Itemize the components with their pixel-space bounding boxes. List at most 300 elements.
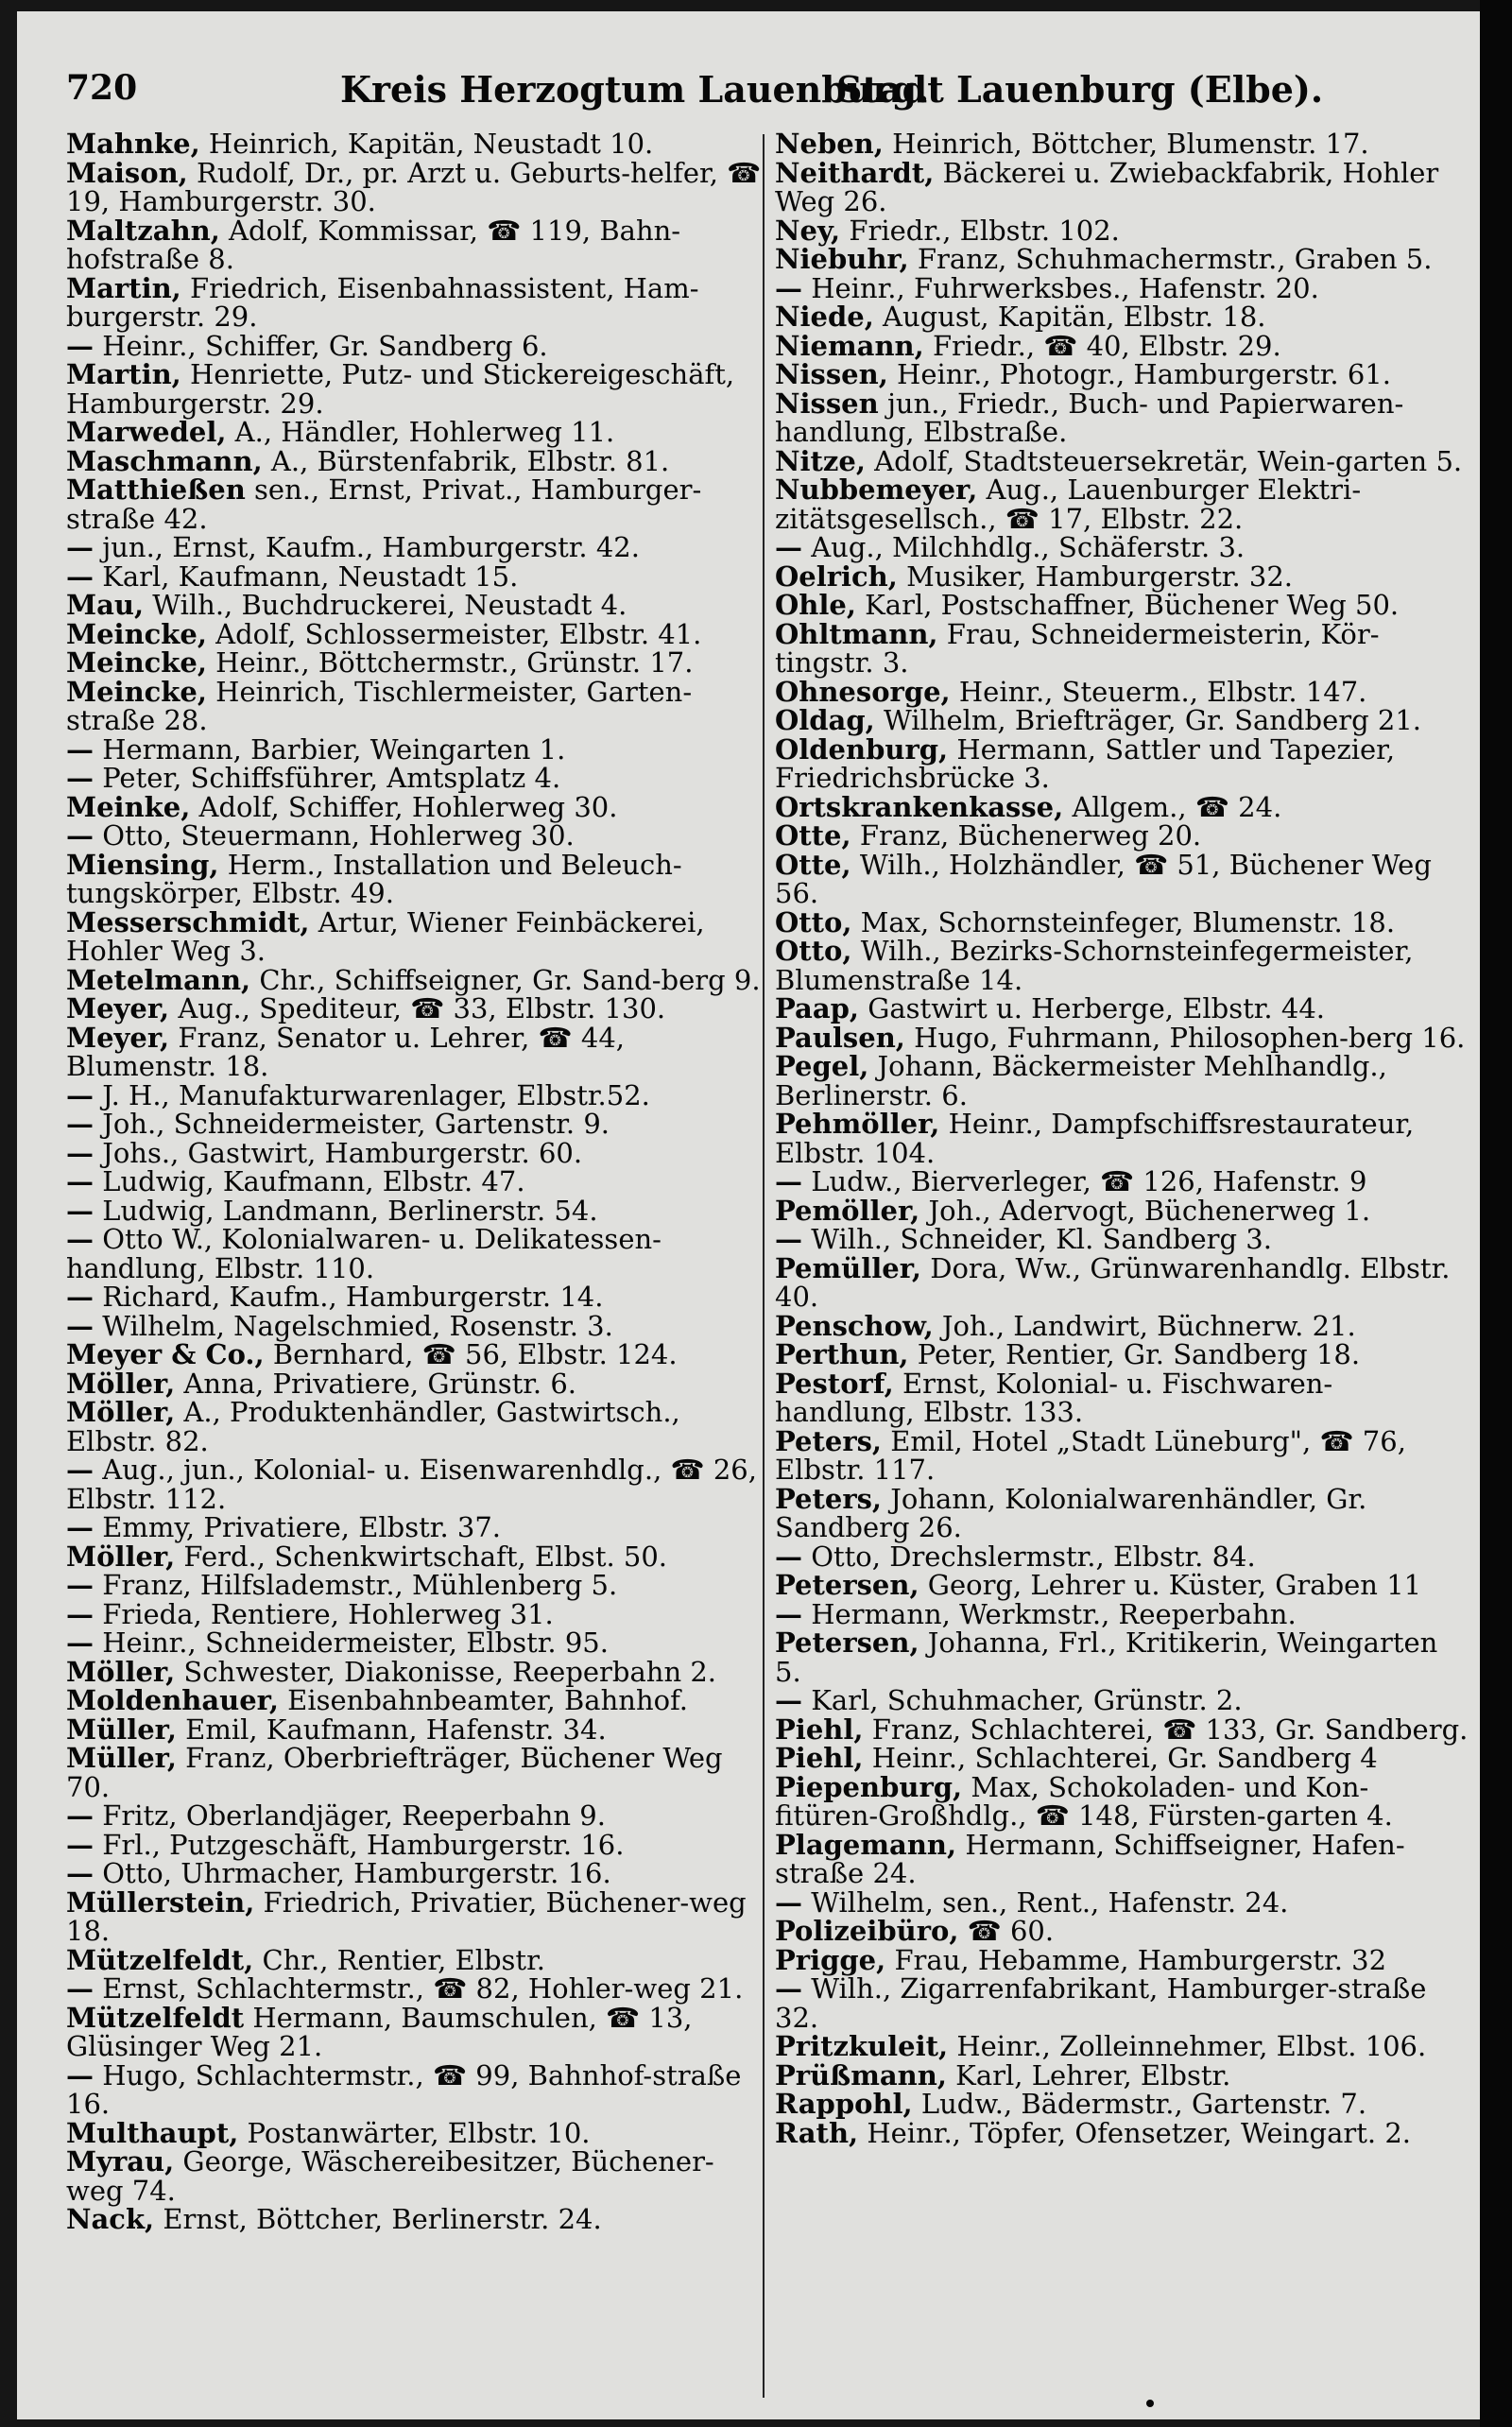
entry-details: Ludwig, Landmann, Berlinerstr. 54. (102, 1194, 598, 1227)
directory-entry (775, 1686, 1469, 1715)
entry-name: Matthießen (66, 473, 246, 506)
entry-name: — (775, 1540, 802, 1573)
entry-details: Ludwig, Kaufmann, Elbstr. 47. (102, 1165, 525, 1197)
entry-name: Myrau, (66, 2145, 175, 2177)
directory-entry (775, 2090, 1469, 2119)
entry-name: Niede, (775, 301, 874, 333)
entry-name: Plagemann, (775, 1828, 957, 1861)
entry-name: Ney, (775, 214, 841, 247)
entry-name: — (66, 2058, 94, 2091)
entry-name: — (66, 1309, 94, 1342)
entry-details: Franz, Büchenerweg 20. (859, 819, 1202, 852)
entry-name: Mützelfeldt, (66, 1943, 254, 1976)
directory-entry (66, 129, 770, 159)
directory-entry (775, 675, 1469, 708)
directory-entry (66, 821, 770, 851)
entry-name: Rappohl, (775, 2088, 913, 2120)
directory-entry (66, 475, 770, 533)
entry-details: Friedrich, Privatier, Büchener-weg 18. (66, 1885, 747, 1947)
entry-details: Chr., Rentier, Elbstr. (262, 1943, 545, 1976)
entry-details: Otto, Uhrmacher, Hamburgerstr. 16. (102, 1857, 611, 1889)
directory-entry (775, 1309, 1469, 1342)
entry-name: Neben, (775, 129, 884, 160)
directory-entry (775, 271, 1469, 304)
entry-name: Piehl, (775, 1742, 864, 1774)
entry-name: Mützelfeldt (66, 2001, 245, 2034)
directory-entry (775, 1828, 1469, 1889)
entry-details: Friedrich, Eisenbahnassistent, Ham-burgerstr. 29. (66, 271, 699, 333)
entry-name: Meyer & Co., (66, 1338, 265, 1370)
entry-details: Wilhelm, sen., Rent., Hafenstr. 24. (811, 1885, 1289, 1919)
entry-name: Nack, (66, 2203, 155, 2235)
directory-entry (775, 790, 1469, 823)
directory-entry (775, 1369, 1469, 1427)
entry-name: Prigge, (775, 1943, 886, 1976)
entry-details: Heinrich, Tischlermeister, Garten-straße 28. (66, 675, 693, 736)
page-header (66, 57, 1465, 123)
entry-name: — (775, 271, 802, 304)
entry-name: Oelrich, (775, 559, 898, 593)
entry-details: Fritz, Oberlandjäger, Reeperbahn 9. (102, 1799, 606, 1832)
directory-entry (775, 533, 1469, 562)
entry-name: Pegel, (775, 1050, 869, 1082)
entry-name: — (66, 1627, 94, 1659)
page-number: 720 (66, 68, 138, 108)
directory-entry (66, 1744, 770, 1801)
entry-name: Mau, (66, 589, 145, 621)
directory-entry (775, 937, 1469, 994)
directory-entry (66, 1398, 770, 1455)
entry-name: Müller, (66, 1742, 177, 1774)
directory-entry (66, 1225, 770, 1282)
entry-name: Möller, (66, 1396, 176, 1428)
entry-details: Ludw., Bierverleger, ☎ 126, Hafenstr. 9 (811, 1165, 1367, 1197)
entry-details: Georg, Lehrer u. Küster, Graben 11 (927, 1569, 1422, 1601)
directory-entry (66, 1885, 770, 1947)
entry-name: Marwedel, (66, 416, 227, 448)
entry-details: Franz, Hilfslademstr., Mühlenberg 5. (102, 1569, 618, 1601)
entry-details: A., Bürstenfabrik, Elbstr. 81. (270, 444, 670, 477)
directory-entry (66, 156, 770, 217)
entry-details: Johanna, Frl., Kritikerin, Weingarten 5. (775, 1627, 1438, 1688)
entry-details: Johann, Bäckermeister Mehlhandlg., Berlinerstr. 6. (775, 1050, 1387, 1111)
entry-details: Hermann, Sattler und Tapezier, Friedrichsbrücke 3. (775, 732, 1396, 794)
entry-details: Richard, Kaufm., Hamburgerstr. 14. (102, 1281, 604, 1313)
directory-entry (66, 790, 770, 823)
entry-details: Heinr., Photogr., Hamburgerstr. 61. (897, 358, 1391, 390)
entry-details: Ernst, Böttcher, Berlinerstr. 24. (163, 2203, 602, 2235)
directory-entry (66, 1455, 770, 1513)
directory-entry (66, 271, 770, 333)
entry-name: Ortskrankenkasse, (775, 790, 1064, 823)
entry-name: — (66, 1108, 94, 1140)
entry-details: Johann, Kolonialwarenhändler, Gr. Sandberg 26. (775, 1482, 1367, 1543)
entry-name: Perthun, (775, 1338, 909, 1370)
entry-name: Meyer, (66, 992, 170, 1024)
directory-entry (66, 444, 770, 477)
entry-name: Piepenburg, (775, 1770, 963, 1803)
entry-details: Wilh., Holzhändler, ☎ 51, Büchener Weg 56. (775, 848, 1432, 909)
directory-entry (66, 994, 770, 1024)
entry-details: A., Produktenhändler, Gastwirtsch., Elbstr. 82. (66, 1396, 680, 1457)
directory-entry (775, 329, 1469, 362)
entry-details: jun., Friedr., Buch- und Papierwaren-handlung, Elbstraße. (775, 387, 1404, 448)
entry-details: Heinr., Zolleinnehmer, Elbst. 106. (956, 2030, 1427, 2062)
entry-details: Emil, Hotel „Stadt Lüneburg", ☎ 76, Elbstr. 117. (775, 1424, 1406, 1486)
directory-entry (66, 617, 770, 650)
directory-entry (66, 1801, 770, 1831)
directory-entry (66, 1828, 770, 1861)
directory-entry (775, 156, 1469, 217)
entry-name: Mahnke, (66, 129, 200, 160)
entry-name: — (66, 1136, 94, 1169)
entry-details: sen., Ernst, Privat., Hamburger-straße 42. (66, 473, 702, 535)
entry-name: Meyer, (66, 1021, 170, 1054)
entry-details: ☎ 60. (967, 1915, 1055, 1947)
entry-name: Polizeibüro, (775, 1915, 959, 1947)
entry-details: Franz, Senator u. Lehrer, ☎ 44, Blumenstr. 18. (66, 1021, 626, 1082)
directory-entry (66, 1110, 770, 1139)
entry-name: Martin, (66, 358, 181, 390)
entry-details: Bäckerei u. Zwiebackfabrik, Hohler Weg 26. (775, 156, 1439, 217)
entry-name: Pemüller, (775, 1251, 921, 1284)
directory-entry (775, 1052, 1469, 1110)
entry-details: Aug., jun., Kolonial- u. Eisenwarenhdlg., ☎ 26, Elbstr. 112. (66, 1454, 757, 1515)
directory-entry (66, 2116, 770, 2149)
directory-entry (66, 1340, 770, 1369)
directory-entry (66, 1309, 770, 1342)
entry-name: Rath, (775, 2116, 859, 2149)
entry-details: Friedr., Elbstr. 102. (849, 214, 1120, 247)
entry-details: August, Kapitän, Elbstr. 18. (883, 301, 1266, 333)
directory-entry (775, 1424, 1469, 1486)
entry-name: Otto, (775, 935, 852, 967)
entry-name: Nitze, (775, 444, 866, 477)
entry-name: — (66, 819, 94, 852)
entry-details: Heinr., Schiffer, Gr. Sandberg 6. (102, 329, 548, 362)
directory-entry (66, 1943, 770, 1976)
directory-entry (775, 1196, 1469, 1226)
entry-details: Emil, Kaufmann, Hafenstr. 34. (185, 1713, 607, 1746)
directory-entry (775, 389, 1469, 447)
entry-details: Ernst, Schlachtermstr., ☎ 82, Hohler-weg 21. (102, 1972, 744, 2005)
directory-entry (775, 1917, 1469, 1946)
entry-details: Otto, Steuermann, Hohlerweg 30. (102, 819, 575, 852)
directory-entry (66, 1686, 770, 1715)
entry-name: Martin, (66, 271, 181, 304)
entry-name: Meincke, (66, 646, 207, 679)
entry-details: Adolf, Schiffer, Hohlerweg 30. (198, 790, 618, 823)
directory-entry (775, 245, 1469, 274)
directory-entry (775, 591, 1469, 620)
entry-details: Heinr., Böttchermstr., Grünstr. 17. (215, 646, 694, 679)
entry-name: Paulsen, (775, 1021, 905, 1054)
directory-entry (66, 1628, 770, 1658)
entry-details: Ludw., Bädermstr., Gartenstr. 7. (920, 2088, 1367, 2120)
entry-name: Piehl, (775, 1713, 864, 1746)
directory-entry (775, 1597, 1469, 1630)
entry-details: Heinr., Schlachterei, Gr. Sandberg 4 (871, 1742, 1378, 1774)
directory-entry (66, 732, 770, 766)
entry-details: Otto W., Kolonialwaren- u. Delikatessen-handlung, Elbstr. 110. (66, 1223, 662, 1284)
entry-details: Karl, Schuhmacher, Grünstr. 2. (811, 1684, 1243, 1716)
entry-details: Ernst, Kolonial- u. Fischwaren-handlung, Elbstr. 133. (775, 1367, 1333, 1428)
directory-entry (775, 1885, 1469, 1919)
entry-name: Nissen (775, 387, 879, 420)
directory-entry (66, 216, 770, 274)
entry-details: Hugo, Schlachtermstr., ☎ 99, Bahnhof-straße 16. (66, 2058, 742, 2120)
directory-entry (66, 648, 770, 678)
right-column (775, 129, 1469, 2398)
entry-name: — (66, 762, 94, 794)
entry-name: Paap, (775, 992, 859, 1024)
directory-entry (775, 1110, 1469, 1167)
entry-name: — (66, 1828, 94, 1861)
scan-edge (1480, 0, 1512, 2427)
directory-entry (66, 1167, 770, 1196)
entry-details: Rudolf, Dr., pr. Arzt u. Geburts-helfer, ☎ 19, Hamburgerstr. 30. (66, 156, 762, 217)
directory-entry (66, 1136, 770, 1169)
directory-entry (66, 329, 770, 362)
entry-name: — (66, 1078, 94, 1111)
entry-name: — (775, 1972, 802, 2005)
directory-entry (66, 2205, 770, 2234)
entry-details: Adolf, Schlossermeister, Elbstr. 41. (215, 617, 702, 650)
entry-name: — (66, 531, 94, 563)
entry-name: Pritzkuleit, (775, 2030, 949, 2062)
entry-details: Emmy, Privatiere, Elbstr. 37. (102, 1511, 502, 1543)
directory-entry (775, 821, 1469, 851)
entry-details: Max, Schornsteinfeger, Blumenstr. 18. (860, 905, 1396, 938)
directory-entry (66, 1597, 770, 1630)
entry-details: Joh., Adervogt, Büchenerweg 1. (928, 1194, 1371, 1227)
entry-name: Peters, (775, 1424, 883, 1457)
directory-entry (66, 764, 770, 793)
entry-name: Miensing, (66, 848, 219, 881)
entry-details: Anna, Privatiere, Grünstr. 6. (183, 1367, 577, 1400)
entry-details: Schwester, Diakonisse, Reeperbahn 2. (183, 1655, 717, 1688)
directory-entry (775, 129, 1469, 159)
entry-name: Pestorf, (775, 1367, 894, 1400)
directory-entry (66, 1513, 770, 1542)
entry-details: Ferd., Schenkwirtschaft, Elbst. 50. (183, 1540, 668, 1573)
entry-details: Herm., Installation und Beleuch-tungskörper, Elbstr. 49. (66, 848, 682, 909)
entry-details: Joh., Schneidermeister, Gartenstr. 9. (102, 1108, 610, 1140)
entry-details: Eisenbahnbeamter, Bahnhof. (287, 1684, 688, 1716)
directory-entry (775, 2058, 1469, 2091)
entry-name: Ohltmann, (775, 617, 938, 650)
entry-details: George, Wäschereibesitzer, Büchener-weg 74. (66, 2145, 714, 2207)
entry-details: Max, Schokoladen- und Kon-fitüren-Großhdlg., ☎ 148, Fürsten-garten 4. (775, 1770, 1393, 1832)
entry-details: Frl., Putzgeschäft, Hamburgerstr. 16. (102, 1828, 625, 1861)
directory-entry (775, 1974, 1469, 2032)
directory-entry (66, 963, 770, 996)
directory-entry (775, 475, 1469, 533)
entry-details: Hermann, Baumschulen, ☎ 13, Glüsinger Weg 21. (66, 2001, 693, 2062)
directory-entry (66, 1282, 770, 1312)
entry-details: Wilh., Buchdruckerei, Neustadt 4. (152, 589, 627, 621)
directory-entry (66, 905, 770, 967)
directory-entry (775, 559, 1469, 593)
entry-details: Hugo, Fuhrmann, Philosophen-berg 16. (914, 1021, 1466, 1054)
entry-details: Aug., Spediteur, ☎ 33, Elbstr. 130. (178, 992, 666, 1024)
directory-entry (775, 848, 1469, 909)
entry-name: Otte, (775, 819, 851, 852)
directory-entry (775, 732, 1469, 794)
entry-name: Niemann, (775, 329, 924, 362)
entry-details: Henriette, Putz- und Stickereigeschäft, Hamburgerstr. 29. (66, 358, 735, 420)
directory-entry (775, 1167, 1469, 1196)
entry-name: — (66, 1511, 94, 1543)
entry-details: Karl, Kaufmann, Neustadt 15. (102, 559, 519, 593)
entry-name: Neithardt, (775, 156, 935, 189)
entry-details: Aug., Lauenburger Elektri-zitätsgesellsch., ☎ 17, Elbstr. 22. (775, 473, 1362, 535)
entry-name: — (66, 732, 94, 766)
entry-details: Joh., Landwirt, Büchnerw. 21. (941, 1309, 1356, 1342)
directory-entry (775, 1021, 1469, 1054)
directory-entry (66, 2058, 770, 2120)
entry-name: — (66, 1281, 94, 1313)
entry-details: Frau, Hebamme, Hamburgerstr. 32 (894, 1943, 1387, 1976)
directory-entry (775, 1251, 1469, 1313)
entry-name: Metelmann, (66, 963, 251, 996)
entry-name: — (66, 1454, 94, 1486)
entry-details: Heinr., Fuhrwerksbes., Hafenstr. 20. (811, 271, 1319, 304)
entry-name: Pemöller, (775, 1194, 920, 1227)
entry-name: — (66, 1972, 94, 2005)
directory-entry (66, 1655, 770, 1688)
entry-name: Möller, (66, 1540, 176, 1573)
entry-details: Artur, Wiener Feinbäckerei, Hohler Weg 3. (66, 905, 705, 967)
entry-details: Heinrich, Kapitän, Neustadt 10. (208, 129, 654, 160)
directory-entry (775, 1542, 1469, 1572)
directory-entry (775, 1628, 1469, 1686)
entry-name: Meincke, (66, 675, 207, 708)
entry-details: Wilh., Schneider, Kl. Sandberg 3. (811, 1223, 1272, 1255)
entry-details: Franz, Schuhmachermstr., Graben 5. (917, 243, 1433, 275)
entry-name: Oldag, (775, 704, 875, 736)
entry-name: Moldenhauer, (66, 1684, 279, 1716)
entry-name: — (775, 1223, 802, 1255)
entry-name: Müllerstein, (66, 1885, 255, 1919)
directory-entry (775, 302, 1469, 332)
entry-details: Heinr., Töpfer, Ofensetzer, Weingart. 2. (867, 2116, 1411, 2149)
entry-details: Allgem., ☎ 24. (1072, 790, 1282, 823)
entry-name: — (66, 1223, 94, 1255)
entry-details: Heinr., Steuerm., Elbstr. 147. (958, 675, 1367, 708)
directory-entry (775, 360, 1469, 389)
directory-entry (66, 1078, 770, 1111)
header-left-title: Kreis Herzogtum Lauenburg. (340, 68, 930, 111)
directory-entry (66, 1715, 770, 1745)
entry-details: Wilh., Zigarrenfabrikant, Hamburger-straße 32. (775, 1972, 1427, 2034)
directory-entry (775, 994, 1469, 1024)
entry-details: Wilhelm, Nagelschmied, Rosenstr. 3. (102, 1309, 613, 1342)
entry-name: — (66, 1597, 94, 1630)
entry-name: — (775, 1597, 802, 1630)
entry-name: Otto, (775, 905, 852, 938)
entry-name: Otte, (775, 848, 851, 881)
directory-entry (66, 2147, 770, 2205)
entry-details: Bernhard, ☎ 56, Elbstr. 124. (272, 1338, 678, 1370)
entry-name: Maltzahn, (66, 214, 220, 247)
directory-entry (775, 1340, 1469, 1369)
entry-name: — (775, 1885, 802, 1919)
entry-details: Heinr., Dampfschiffsrestaurateur, Elbstr. 104. (775, 1108, 1415, 1169)
entry-name: — (775, 1165, 802, 1197)
entry-name: — (66, 1194, 94, 1227)
directory-entry (775, 2116, 1469, 2149)
directory-entry (66, 1859, 770, 1888)
directory-entry (66, 1571, 770, 1600)
directory-entry (775, 444, 1469, 477)
entry-details: Aug., Milchhdlg., Schäferstr. 3. (811, 531, 1246, 563)
left-column (66, 129, 770, 2398)
directory-entry (66, 1021, 770, 1082)
entry-name: — (66, 1165, 94, 1197)
entry-name: Nubbemeyer, (775, 473, 978, 506)
entry-name: Prüßmann, (775, 2058, 947, 2091)
entry-name: Pehmöller, (775, 1108, 940, 1140)
directory-entry (66, 533, 770, 562)
entry-details: Peter, Rentier, Gr. Sandberg 18. (917, 1338, 1361, 1370)
entry-details: Otto, Drechslermstr., Elbstr. 84. (811, 1540, 1256, 1573)
directory-entry (775, 1943, 1469, 1976)
entry-details: Friedr., ☎ 40, Elbstr. 29. (932, 329, 1281, 362)
entry-name: Ohle, (775, 589, 856, 621)
entry-details: Frau, Schneidermeisterin, Kör-tingstr. 3. (775, 617, 1380, 679)
entry-details: A., Händler, Hohlerweg 11. (234, 416, 615, 448)
entry-name: — (775, 531, 802, 563)
entry-details: Heinrich, Böttcher, Blumenstr. 17. (892, 129, 1369, 160)
directory-entry (66, 418, 770, 447)
entry-details: Postanwärter, Elbstr. 10. (247, 2116, 591, 2149)
directory-entry (66, 591, 770, 620)
directory-entry (66, 1542, 770, 1572)
entry-name: Multhaupt, (66, 2116, 239, 2149)
directory-entry (66, 675, 770, 736)
directory-entry (775, 216, 1469, 246)
entry-details: Franz, Schlachterei, ☎ 133, Gr. Sandberg. (871, 1713, 1469, 1746)
entry-details: Frieda, Rentiere, Hohlerweg 31. (102, 1597, 554, 1630)
entry-details: Heinr., Schneidermeister, Elbstr. 95. (102, 1627, 609, 1659)
entry-name: Möller, (66, 1655, 176, 1688)
entry-name: Peters, (775, 1482, 883, 1515)
entry-name: — (66, 559, 94, 593)
entry-name: Petersen, (775, 1627, 919, 1659)
directory-entry (775, 1571, 1469, 1600)
entry-name: Müller, (66, 1713, 177, 1746)
entry-name: Maison, (66, 156, 188, 189)
directory-entry (775, 617, 1469, 679)
entry-details: Adolf, Stadtsteuersekretär, Wein-garten 5. (874, 444, 1463, 477)
entry-name: — (66, 329, 94, 362)
entry-details: jun., Ernst, Kaufm., Hamburgerstr. 42. (102, 531, 640, 563)
entry-name: — (66, 1799, 94, 1832)
entry-name: Messerschmidt, (66, 905, 310, 938)
entry-name: Penschow, (775, 1309, 934, 1342)
entry-details: Karl, Postschaffner, Büchener Weg 50. (865, 589, 1400, 621)
entry-name: Oldenburg, (775, 732, 949, 766)
entry-details: Dora, Ww., Grünwarenhandlg. Elbstr. 40. (775, 1251, 1451, 1313)
entry-name: Petersen, (775, 1569, 919, 1601)
entry-details: Chr., Schiffseigner, Gr. Sand-berg 9. (259, 963, 761, 996)
entry-name: — (775, 1684, 802, 1716)
print-speck (1146, 2400, 1154, 2407)
directory-page (17, 11, 1480, 2419)
entry-details: Hermann, Barbier, Weingarten 1. (102, 732, 566, 766)
entry-name: Ohnesorge, (775, 675, 951, 708)
